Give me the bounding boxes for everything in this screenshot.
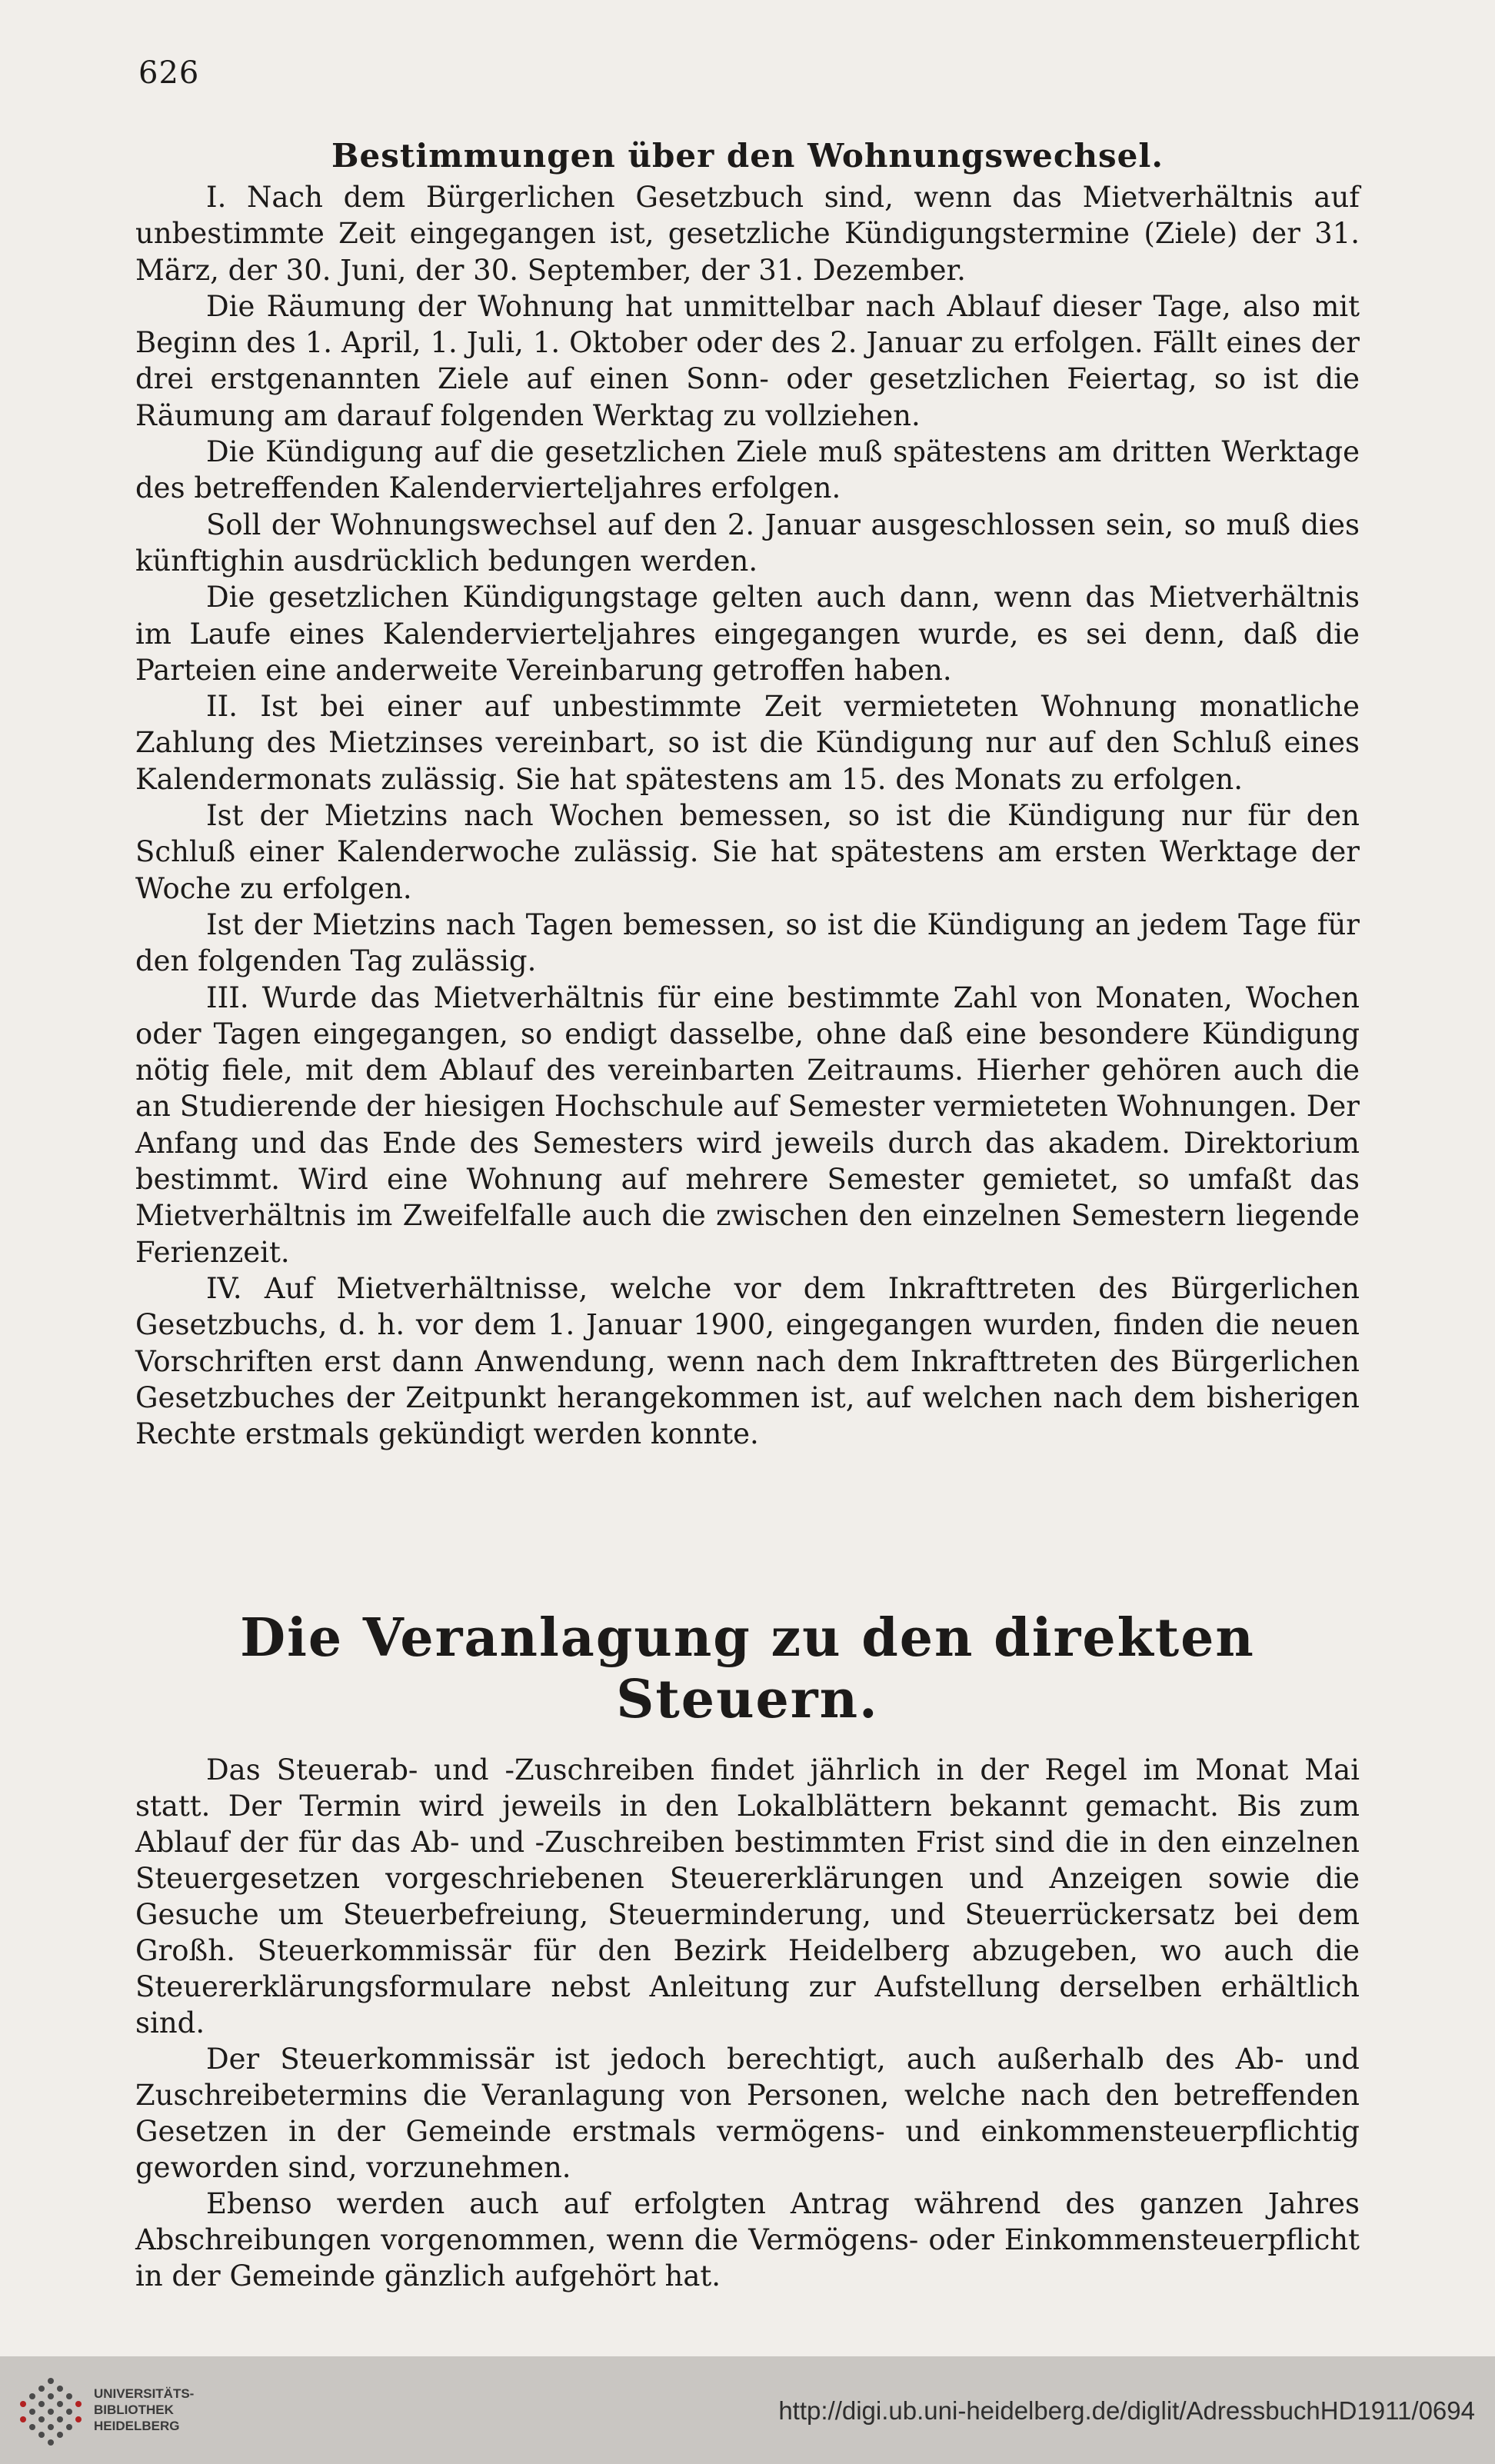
paragraph: Die Kündigung auf die gesetzlichen Ziele muß spätestens am dritten Werktage des betreffenden Kalendervierteljahres erfolgen. (135, 435, 1360, 505)
paragraph: Soll der Wohnungswechsel auf den 2. Januar ausgeschlossen sein, so muß dies künftighin ausdrücklich bedungen werden. (135, 508, 1360, 578)
paragraph: Das Steuerab- und -Zuschreiben findet jährlich in der Regel im Monat Mai statt. Der Termin wird jeweils in den Lokalblättern bekannt gemacht. Bis zum Ablauf der für das Ab- und -Zuschreiben bestimmten Frist sind die in den einzelnen Steuergesetzen vorgeschriebenen Steuererklärungen und Anzeigen sowie die Gesuche um Steuerbefreiung, Steuerminderung, und Steuerrückersatz bei dem Großh. Steuerkommissär für den Bezirk Heidelberg abzugeben, wo auch die Steuererklärungsformulare nebst Anleitung zur Aufstellung derselben erhältlich sind. (135, 1753, 1360, 2039)
university-library-logo-icon (12, 2373, 89, 2450)
paragraph: Ebenso werden auch auf erfolgten Antrag während des ganzen Jahres Abschreibungen vorgenommen, wenn die Vermögens- oder Einkommensteuerpflicht in der Gemeinde gänzlich aufgehört hat. (135, 2187, 1360, 2293)
paragraph: II. Ist bei einer auf unbestimmte Zeit vermieteten Wohnung monatliche Zahlung des Mietzinses vereinbart, so ist die Kündigung nur auf den Schluß eines Kalendermonats zulässig. Sie hat spätestens am 15. des Monats zu erfolgen. (135, 690, 1360, 796)
paragraph: Die gesetzlichen Kündigungstage gelten auch dann, wenn das Mietverhältnis im Laufe eines Kalendervierteljahres eingegangen wurde, es sei denn, daß die Parteien eine anderweite Vereinbarung getroffen haben. (135, 581, 1360, 687)
paragraph: I. Nach dem Bürgerlichen Gesetzbuch sind, wenn das Mietverhältnis auf unbestimmte Zeit eingegangen ist, gesetzliche Kündigungstermine (Ziele) der 31. März, der 30. Juni, der 30. September, der 31. Dezember. (135, 181, 1360, 287)
library-name-line: BIBLIOTHEK (94, 2402, 174, 2417)
source-url-link[interactable]: http://digi.ub.uni-heidelberg.de/diglit/AdressbuchHD1911/0694 (778, 2396, 1475, 2425)
paragraph: Ist der Mietzins nach Tagen bemessen, so ist die Kündigung an jedem Tage für den folgenden Tag zulässig. (135, 907, 1360, 978)
paragraph: III. Wurde das Mietverhältnis für eine bestimmte Zahl von Monaten, Wochen oder Tagen eingegangen, so endigt dasselbe, ohne daß eine besondere Kündigung nötig fiele, mit dem Ablauf des vereinbarten Zeitraums. Hierher gehören auch die an Studierende der hiesigen Hochschule auf Semester vermieteten Wohnungen. Der Anfang und das Ende des Semesters wird jeweils durch das akadem. Direktorium bestimmt. Wird eine Wohnung auf mehrere Semester gemietet, so umfaßt das Mietverhältnis im Zweifelfalle auch die zwischen den einzelnen Semestern liegende Ferienzeit. (135, 981, 1360, 1269)
section-wohnungswechsel (135, 137, 1360, 1452)
section-title: Bestimmungen über den Wohnungswechsel. (331, 137, 1164, 175)
footer-bar (0, 2356, 1495, 2464)
section-steuern (135, 1607, 1360, 2294)
page-number: 626 (138, 55, 200, 91)
library-name-line: UNIVERSITÄTS- (94, 2386, 195, 2401)
paragraph: Die Räumung der Wohnung hat unmittelbar nach Ablauf dieser Tage, also mit Beginn des 1. April, 1. Juli, 1. Oktober oder des 2. Januar zu erfolgen. Fällt eines der drei erstgenannten Ziele auf einen Sonn- oder gesetzlichen Feiertag, so ist die Räumung am darauf folgenden Werktag zu vollziehen. (135, 289, 1360, 432)
library-name (94, 2386, 194, 2434)
paragraph: Der Steuerkommissär ist jedoch berechtigt, auch außerhalb des Ab- und Zuschreibetermins die Veranlagung von Personen, welche nach den betreffenden Gesetzen in der Gemeinde erstmals vermögens- und einkommensteuerpflichtig geworden sind, vorzunehmen. (135, 2043, 1360, 2184)
paragraph: Ist der Mietzins nach Wochen bemessen, so ist die Kündigung nur für den Schluß einer Kalenderwoche zulässig. Sie hat spätestens am ersten Werktage der Woche zu erfolgen. (135, 799, 1360, 905)
section-title: Die Veranlagung zu den direkten Steuern. (240, 1607, 1255, 1730)
library-name-line: HEIDELBERG (94, 2419, 180, 2433)
paragraph: IV. Auf Mietverhältnisse, welche vor dem Inkrafttreten des Bürgerlichen Gesetzbuchs, d. h. vor dem 1. Januar 1900, eingegangen wurden, finden die neuen Vorschriften erst dann Anwendung, wenn nach dem Inkrafttreten des Bürgerlichen Gesetzbuches der Zeitpunkt herangekommen ist, auf welchen nach dem bisherigen Rechte erstmals gekündigt werden konnte. (135, 1271, 1360, 1451)
